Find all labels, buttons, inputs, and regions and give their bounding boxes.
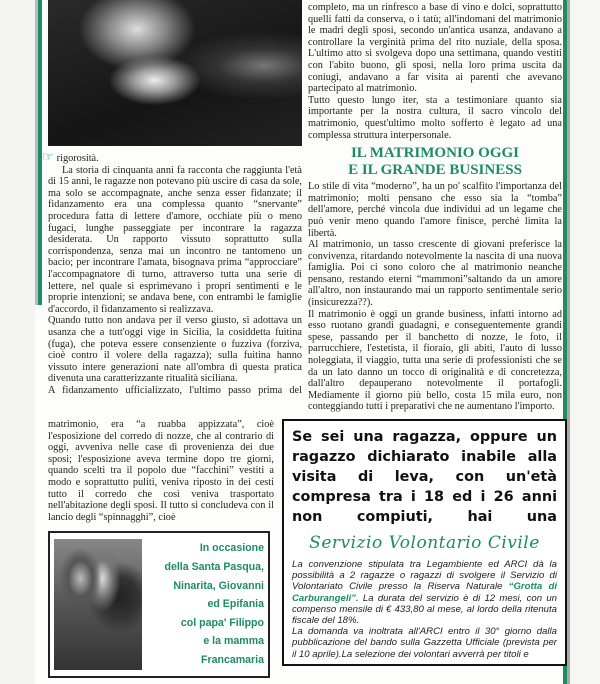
page-content [42,0,562,678]
civil-service-box [282,419,567,666]
top-section [42,0,562,413]
right-column [308,0,562,413]
children-photo [54,539,142,669]
section-headline [308,145,562,179]
paragraph: Tutto questo lungo iter, sta a testimoniare quanto sia importante per la nostra cultura, il sacro vincolo del matrimonio, quest'ultimo molto sofferto è legato ad una complessa struttura interpersonale. [308,94,562,141]
right-column-bottom [308,181,562,413]
lead: rigorosità. [56,153,99,164]
page-margin-left [0,0,35,684]
caption-line: Ninarita, Giovanni [173,579,264,592]
paragraph: Lo stile di vita “moderno”, ha un po' scalfito l'importanza del matrimonio; molti pensano che esso sia la “tomba” dell'amore, perché vincola due individui ad un legame che può venir meno quando l'amore finisce, perché limita la libertà. [308,181,562,239]
left-column-narrow-body [48,419,274,523]
left-column-narrow [48,419,274,678]
box-title: Servizio Volontario Civile [309,533,540,553]
paragraph: Al matrimonio, un tasso crescente di giovani preferisce la convivenza, ritardando notevolmente la nascita di una nuova famiglia. Poi ci sono coloro che al matrimonio neanche pensano, restando eterni “mammoni”saltando da un amore all'altro, non instaurando mai un rapporto sentimentale serio (insicurezza??). [308,239,562,309]
paragraph: Il matrimonio è oggi un grande business, infatti intorno ad esso ruotano grandi guadagni, e conseguentemente grandi spese, passando per il banchetto di nozze, le foto, il parrucchiere, l'estetista, il fioraio, gli abiti, l'auto di lusso noleggiata, il viaggio, tutta una serie di professionisti che se da un lato danno un tocco di originalità e di concretezza, dall'altro depauperano notevolmente il portafogli. Mediamente il giorno più bello, costa 15 mila euro, non conteggiando tutti i preparativi che ne aumentano l'importo. [308,308,562,413]
caption-line: e la mamma [203,635,264,648]
box-body [292,559,557,660]
headline-line: E IL GRANDE BUSINESS [348,162,522,179]
text: La convenzione stipulata tra Legambiente ed ARCI dà la possibilità a 2 ragazze o ragazzi di svolgere il Servizio di Volontariato Civile presso la Riserva Naturale [292,559,557,593]
caption-line: In occasione [199,542,264,555]
pointing-hand-icon: ☞ [42,149,54,164]
caption-line: Francamaria [200,653,264,666]
greeting-box [48,531,270,677]
paragraph: completo, ma un rinfresco a base di vino e dolci, soprattutto quelli fatti da conserva, o i tatù; all'indomani del matrimonio le madri degli sposi, secondo un'antica usanza, andavano a controllare la verginità prima del rito nuziale, della sposa. L'ultimo atto si svolgeva dopo una settimana, quando vestiti con l'abito buono, gli sposi, nella loro prima uscita da coniugi, andavano a far visita ai parenti che avevano partecipato al matrimonio. [308,2,562,95]
box-headline: Se sei una ragazza, oppure un ragazzo dichiarato inabile alla visita di leva, con un'età compresa tra i 18 ed i 26 anni non compiuti, hai una [292,429,557,525]
bottom-section [48,419,562,678]
right-column-top [308,2,562,141]
left-column-body [48,165,302,397]
wedding-photo [48,0,302,146]
place-name: “Grotta di Carburangeli”. [292,581,557,604]
text: La domanda va inoltrata all'ARCI entro il 30° giorno dalla pubblicazione del bando sulla Gazzetta Ufficiale (prevista per il 10 aprile).La selezione dei volontari avverrà per titoli e [292,626,557,660]
paragraph: Quando tutto non andava per il verso giusto, si adottava un usanza che a tutt'oggi vige in Sicilia, la cosiddetta fuitina (fuga), che poteva essere consenziente o fuzziva (forziva, cioè contro il volere della ragazza); sulla fuitina hanno vissuto intere generazioni nate all'ombra di questa pratica divenuta una caratterizzante ritualità siciliana. [48,315,302,385]
paragraph: La storia di cinquanta anni fa racconta che raggiunta l'età di 15 anni, le ragazze non potevano più uscire di casa da sole, ma solo se accompagnate, anche senza esser fidanzate; il fidanzamento era una complessa quanto “snervante” procedura fatta di lettere d'amore, occhiate più o meno fugaci, lunghe passeggiate per incontrare la ragazza desiderata. Un rapporto vissuto soprattutto sulla corrispondenza, senza mai un incontro ne tantomeno un bacio; per incontrare l'amata, bisognava prima “approcciare” l'accompagnatore di turno, attraverso tutta una serie di lettere, nel quale si esprimevano i propri sentimenti e le proprie intenzioni; se andava bene, con entrambi le famiglie d'accordo, il fidanzamento si realizzava. [48,164,302,315]
greeting-caption [146,539,264,669]
caption-line: col papa' Filippo [180,616,264,629]
lead-text [42,149,302,165]
left-column [42,0,302,396]
caption-line: ed Epifania [207,598,264,611]
page-margin-right [570,0,600,684]
paragraph: A fidanzamento ufficializzato, l'ultimo passo prima del [48,384,302,396]
paragraph: matrimonio, era “a ruabba appizzata”, cioè l'esposizione del corredo di nozze, che al contrario di oggi, avveniva nelle case di provenienza dei due sposi; l'esposizione aveva termine dopo tre giorni, quando scelti tra il popolo due “facchini” vestiti a modo e soprattutto puliti, veniva riposto in dei cesti tutto il corredo che così veniva trasportato nell'abitazione degli sposi. Il tutto si concludeva con il lancio degli “spinnagghi”, cioè [48,419,274,523]
headline-line: IL MATRIMONIO OGGI [350,145,520,162]
text: La durata del servizio è di 12 mesi, con un compenso mensile di € 433,80 al mese, al lordo della ritenuta fiscale del 18%. [292,592,557,627]
caption-line: della Santa Pasqua, [164,560,264,573]
